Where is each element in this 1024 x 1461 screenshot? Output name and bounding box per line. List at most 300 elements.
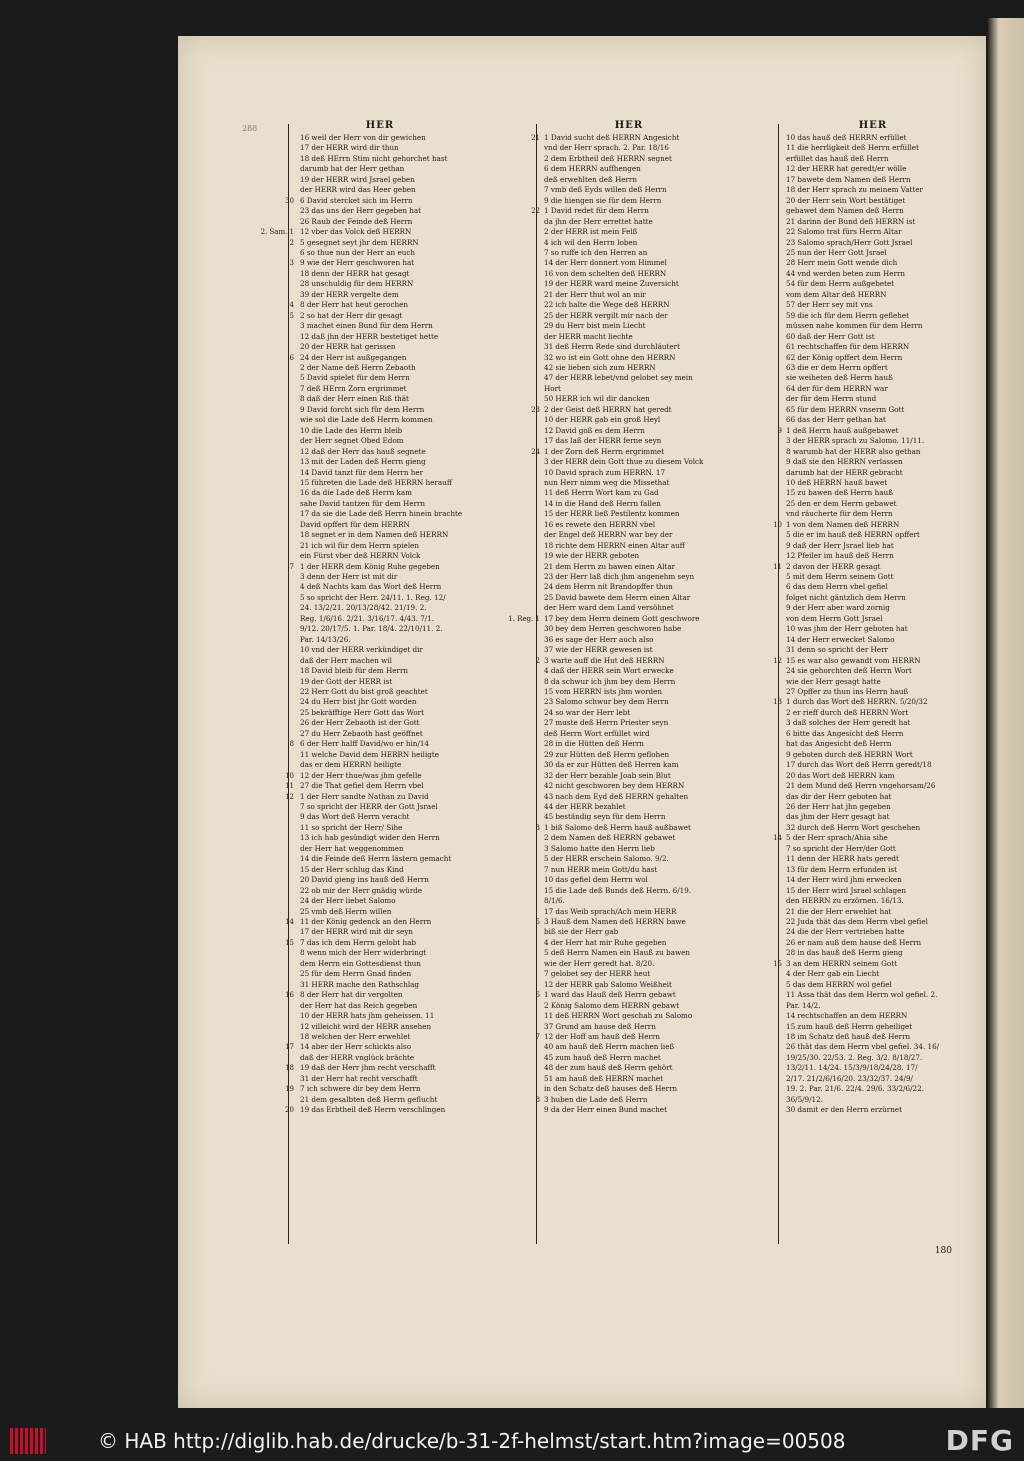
entry-text: 1 David redet für dem Herrn <box>544 206 649 216</box>
chapter-marker: 15 <box>773 959 782 968</box>
index-entry <box>768 917 978 927</box>
entry-text: 5 gesegnet seyt jhr dem HERRN <box>300 237 419 247</box>
entry-text: 11 Assa thät das dem Herrn wol gefiel. 2. <box>786 990 938 1000</box>
index-entry <box>270 739 490 749</box>
index-entry <box>768 321 978 331</box>
entry-text: 24 so war der Herr lebt <box>544 707 631 717</box>
index-entry <box>270 666 490 676</box>
entry-text: Reg. 1/6/16. 2/21. 3/16/17. 4/43. 7/1. <box>300 613 435 623</box>
index-entry <box>524 635 734 645</box>
index-entry <box>270 1022 490 1032</box>
index-entry <box>768 907 978 917</box>
entry-text: 17 durch das Wort deß Herrn geredt/18 <box>786 760 932 770</box>
entry-text: der Herr hat weggenommen <box>300 843 404 853</box>
entry-text: 7 gelobet sey der HERR heut <box>544 969 651 979</box>
index-entry <box>768 771 978 781</box>
index-entry <box>768 164 978 174</box>
entry-text: 61 rechtschaffen für dem HERRN <box>786 342 910 352</box>
index-entry <box>270 478 490 488</box>
index-entry <box>524 802 734 812</box>
entry-text: 1 der HERR dem König Ruhe gegeben <box>300 561 440 571</box>
index-entry <box>768 373 978 383</box>
entry-text: da jhn der Herr errettet hatte <box>544 216 653 226</box>
index-entry <box>768 582 978 592</box>
index-entry <box>270 990 490 1000</box>
entry-text: daß der HERR vnglück brächte <box>300 1052 415 1062</box>
entry-text: 8 daß der Herr einen Riß thät <box>300 394 409 404</box>
entry-text: 28 in die Hütten deß Herrn <box>544 739 644 749</box>
entry-text: 7 ich schwere dir bey dem Herrn <box>300 1084 421 1094</box>
index-entry <box>768 603 978 613</box>
index-entry <box>270 520 490 530</box>
index-entry <box>768 959 978 969</box>
index-entry <box>524 1095 734 1105</box>
entry-text: müssen nahe kommen für dem Herrn <box>786 321 923 331</box>
index-entry <box>524 844 734 854</box>
entry-text: 18 David bleib für dem Herrn <box>300 666 409 676</box>
index-entry <box>270 248 490 258</box>
index-entry <box>270 509 490 519</box>
index-entry <box>768 541 978 551</box>
index-entry <box>524 697 734 707</box>
entry-text: 2 dem Namen deß HERRN gebawet <box>544 833 676 843</box>
book-page <box>178 36 986 1408</box>
entry-text: 15 die Lade deß Bunds deß Herrn. 6/19. <box>544 885 692 895</box>
entry-text: 24 du Herr bist jhr Gott worden <box>300 697 417 707</box>
index-entry <box>768 656 978 666</box>
index-entry <box>768 844 978 854</box>
index-entry <box>524 384 734 394</box>
index-entry <box>270 447 490 457</box>
entry-text: 51 am hauß deß HERRN machet <box>544 1073 664 1083</box>
index-entry <box>524 488 734 498</box>
index-entry <box>270 530 490 540</box>
index-entry <box>524 468 734 478</box>
entry-text: 54 für dem Herrn außgebetet <box>786 279 895 289</box>
entry-text: 60 daß der Herr Gott ist <box>786 331 875 341</box>
index-entry <box>768 405 978 415</box>
entry-text: 9 daß sie den HERRN verlassen <box>786 457 903 467</box>
index-entry <box>270 593 490 603</box>
entry-text: 44 der HERR bezahlet <box>544 802 626 811</box>
entry-text: 10 die Lade des Herrn bleib <box>300 425 403 435</box>
entry-text: daß der Herr machen wil <box>300 655 392 665</box>
index-column-2 <box>508 120 734 1280</box>
entry-text: 18 der Herr sprach zu meinem Vatter <box>786 185 923 195</box>
chapter-marker: 24 <box>531 447 540 456</box>
entry-text: Hort <box>544 383 561 393</box>
entry-text: 11 so spricht der Herr/ Sihe <box>300 822 403 832</box>
index-entry <box>270 572 490 582</box>
index-entry <box>524 206 734 216</box>
index-entry <box>270 164 490 174</box>
entry-text: 9 die hiengen sie für dem Herrn <box>544 195 662 205</box>
index-entry <box>524 332 734 342</box>
index-entry <box>270 1063 490 1073</box>
entry-text: 5 so spricht der Herr. 24/11. 1. Reg. 12/ <box>300 592 446 602</box>
chapter-marker: 20 <box>285 1106 294 1115</box>
index-entry <box>524 980 734 990</box>
index-entry <box>768 562 978 572</box>
entry-text: vnd räucherte für dem Herrn <box>786 509 893 519</box>
entry-text: 66 das der Herr gethan hat <box>786 415 886 425</box>
entry-text: folget nicht gäntzlich dem Herrn <box>786 592 906 602</box>
entry-text: der HERR macht liechte <box>544 331 633 341</box>
index-entry <box>524 1001 734 1011</box>
index-entry <box>768 436 978 446</box>
index-entry <box>524 792 734 802</box>
chapter-marker: 3 <box>535 823 540 832</box>
index-entry <box>768 353 978 363</box>
entry-text: 12 der Herr thue/was jhm gefelle <box>300 770 422 780</box>
index-entry <box>768 1084 978 1094</box>
entry-text: 9 das Wort deß Herrn veracht <box>300 812 410 822</box>
index-entry <box>270 206 490 216</box>
entry-text: 9/12. 20/17/5. 1. Par. 18/4. 22/10/11. 2. <box>300 624 443 634</box>
entry-text: 8 der Herr hat dir vergolten <box>300 990 403 1000</box>
entry-text: Par. 14/13/26. <box>300 634 351 644</box>
entry-text: 1 ward das Hauß deß Herrn gebawt <box>544 990 676 1000</box>
index-entry <box>270 886 490 896</box>
index-entry <box>270 833 490 843</box>
index-entry <box>270 1032 490 1042</box>
index-entry <box>524 238 734 248</box>
chapter-marker: 19 <box>285 1085 294 1094</box>
index-entry <box>270 562 490 572</box>
index-entry <box>524 718 734 728</box>
entry-text: 2 dem Erbtheil deß HERRN segnet <box>544 153 672 163</box>
entry-text: 25 den er dem Herrn gebawet <box>786 498 897 508</box>
index-entry <box>768 279 978 289</box>
entry-text: 23 Salomo sprach/Herr Gott Jsrael <box>786 237 913 247</box>
index-entry <box>524 405 734 415</box>
entry-text: 32 der Herr bezahle Joab sein Blut <box>544 770 671 780</box>
entry-text: wie der Herr gesagt hatte <box>786 676 881 686</box>
entry-text: 2 der Geist deß HERRN hat geredt <box>544 404 672 414</box>
index-entry <box>768 1032 978 1042</box>
entry-text: nun Herr nimm weg die Missethat <box>544 477 670 487</box>
entry-text: 17 der HERR wird mit dir seyn <box>300 927 413 937</box>
entry-text: 5 der Herr sprach/Ahia sihe <box>786 833 888 843</box>
index-entry <box>524 311 734 321</box>
index-entry <box>768 1095 978 1105</box>
index-entry <box>768 1105 978 1115</box>
index-entry <box>524 593 734 603</box>
index-entry <box>270 258 490 268</box>
index-entry <box>524 781 734 791</box>
entry-text: 65 für dem HERRN vnserm Gott <box>786 404 905 414</box>
index-entry <box>768 708 978 718</box>
entry-text: 24 der Herr ist außgegangen <box>300 352 407 362</box>
entry-text: 17 das laß der HERR ferne seyn <box>544 436 662 446</box>
index-entry <box>270 927 490 937</box>
index-entry <box>270 875 490 885</box>
entry-text: 11 denn der HERR hats geredt <box>786 854 899 864</box>
entry-text: biß sie der Herr gab <box>544 927 619 937</box>
entry-text: 10 der HERR hats jhm geheissen. 11 <box>300 1011 435 1021</box>
chapter-marker: 7 <box>535 1032 540 1041</box>
index-entry <box>768 593 978 603</box>
entry-text: 3 denn der Herr ist mit dir <box>300 572 398 582</box>
entry-text: 31 denn so spricht der Herr <box>786 645 888 655</box>
entry-text: 7 vmb deß Eyds willen deß Herrn <box>544 185 667 195</box>
entry-text: 16 es rewete den HERRN vbel <box>544 519 656 529</box>
entry-text: 7 so spricht der HERR der Gott Jsrael <box>300 802 438 811</box>
index-entry <box>768 833 978 843</box>
entry-text: 3 warte auff die Hut deß HERRN <box>544 655 665 665</box>
index-entry <box>768 781 978 791</box>
index-entry <box>270 196 490 206</box>
entry-text: in den Schatz deß hauses deß Herrn <box>544 1084 678 1094</box>
page-number-bottom: 180 <box>934 1246 952 1256</box>
entry-text: 24 der Herr liebet Salomo <box>300 896 396 906</box>
index-entry <box>768 645 978 655</box>
entry-text: 50 HERR ich wil dir dancken <box>544 394 650 404</box>
index-entry <box>270 1001 490 1011</box>
entry-text: 10 was jhm der Herr geboten hat <box>786 624 908 634</box>
entry-text: 2 davon der HERR gesagt <box>786 561 881 571</box>
entry-text: 17 der HERR wird dir thun <box>300 143 399 153</box>
chapter-marker: 11 <box>285 782 294 791</box>
entry-text: 29 du Herr bist mein Liecht <box>544 321 646 331</box>
index-entry <box>524 478 734 488</box>
index-entry <box>524 269 734 279</box>
entry-text: 22 Salomo trat fürs Herrn Altar <box>786 227 902 237</box>
index-entry <box>524 886 734 896</box>
index-entry <box>270 708 490 718</box>
index-entry <box>270 948 490 958</box>
entry-text: 30 bey dem Herren geschworen habe <box>544 624 682 634</box>
copyright-url[interactable]: © HAB http://diglib.hab.de/drucke/b-31-2f-helmst/start.htm?image=00508 <box>98 1429 846 1453</box>
chapter-marker: 13 <box>773 698 782 707</box>
entry-text: 31 der Herr hat recht verschafft <box>300 1073 418 1083</box>
entry-text: 44 vnd werden beten zum Herrn <box>786 268 906 278</box>
index-entry <box>768 478 978 488</box>
index-entry <box>524 948 734 958</box>
entry-text: 2 König Salomo dem HERRN gebawt <box>544 1000 680 1010</box>
entry-text: 21 dem Herrn zu bawen einen Altar <box>544 561 676 571</box>
entry-text: 31 deß Herrn Rede sind durchläutert <box>544 342 680 352</box>
entry-text: 30 damit er den Herrn erzürnet <box>786 1105 902 1115</box>
entry-text: 37 Grund am hause deß Herrn <box>544 1021 656 1031</box>
index-entry <box>768 1074 978 1084</box>
entry-text: 1 David sucht deß HERRN Angesicht <box>544 133 680 142</box>
index-entry <box>768 332 978 342</box>
entry-text: 12 daß jhn der HERR bestetiget hette <box>300 331 439 341</box>
chapter-marker: 10 <box>285 771 294 780</box>
index-entry <box>768 447 978 457</box>
index-entry <box>768 415 978 425</box>
entry-text: 10 vnd der HERR verkündiget dir <box>300 645 423 655</box>
entry-text: Par. 14/2. <box>786 1000 821 1010</box>
entry-text: 7 deß HErrn Zorn ergrimmet <box>300 383 407 393</box>
chapter-marker: 12 <box>285 792 294 801</box>
entry-text: 11 der König gedenck an den Herrn <box>300 916 432 926</box>
index-entry <box>524 708 734 718</box>
index-entry <box>524 969 734 979</box>
entry-text: 17 da sie die Lade deß Herrn hinein brachte <box>300 509 463 519</box>
entry-text: 3 der HERR sprach zu Salomo. 11/11. <box>786 436 925 446</box>
entry-text: 9 daß der Herr Jsrael lieb hat <box>786 540 894 550</box>
index-entry <box>270 394 490 404</box>
index-entry <box>270 541 490 551</box>
entry-text: 15 zu bawen deß Herrn hauß <box>786 488 893 498</box>
index-entry <box>768 394 978 404</box>
entry-text: 12 der HERR hat geredt/er wölle <box>786 164 907 174</box>
entry-text: 14 der Herr donnert vom Himmel <box>544 258 667 268</box>
entry-text: 13 für dem Herrn erfunden ist <box>786 864 897 874</box>
index-entry <box>768 635 978 645</box>
index-entry <box>768 760 978 770</box>
entry-text: 20 der HERR hat gerissen <box>300 342 396 352</box>
chapter-marker: 23 <box>531 405 540 414</box>
index-entry <box>524 1011 734 1021</box>
entry-text: 15 vom HERRN ists jhm worden <box>544 687 663 697</box>
index-entry <box>524 457 734 467</box>
index-entry <box>524 1032 734 1042</box>
index-entry <box>524 562 734 572</box>
page-number-top: 288 <box>242 124 258 133</box>
column-heading: HER <box>614 120 644 131</box>
index-entry <box>768 666 978 676</box>
entry-text: David opffert für dem HERRN <box>300 519 410 529</box>
entry-text: 2 so hat der Herr dir gesagt <box>300 310 403 320</box>
chapter-marker: 17 <box>285 1043 294 1052</box>
index-entry <box>270 175 490 185</box>
entry-text: 13 ich hab gesündigt wider den Herrn <box>300 833 440 843</box>
entry-text: 3 Salomo hatte den Herrn lieb <box>544 843 655 853</box>
index-entry <box>524 248 734 258</box>
index-entry <box>524 1053 734 1063</box>
entry-text: 13/2/11. 14/24. 15/3/9/18/24/28. 17/ <box>786 1063 918 1073</box>
entry-text: 11 welche David dem HERRN heiligte <box>300 749 440 759</box>
index-entry <box>524 760 734 770</box>
entry-text: 23 Salomo schwur bey dem Herrn <box>544 697 669 707</box>
index-entry <box>524 896 734 906</box>
index-entry <box>260 227 490 237</box>
entry-text: 20 das Wort deß HERRN kam <box>786 770 895 780</box>
index-entry <box>768 258 978 268</box>
index-entry <box>524 603 734 613</box>
entry-text: der Engel deß HERRN war bey der <box>544 530 673 540</box>
index-entry <box>270 373 490 383</box>
index-entry <box>768 980 978 990</box>
entry-text: 10 der HERR gab ein groß Heyl <box>544 415 661 425</box>
entry-text: 2 der HERR ist mein Felß <box>544 227 638 237</box>
entry-text: 18 segnet er in dem Namen deß HERRN <box>300 530 449 540</box>
entry-text: deß erwehlten deß Herrn <box>544 174 637 184</box>
index-entry <box>270 405 490 415</box>
index-entry <box>768 133 978 143</box>
entry-text: ein Fürst vber deß HERRN Volck <box>300 551 421 561</box>
entry-text: 5 der HERR erschein Salomo. 9/2. <box>544 854 669 864</box>
index-entry <box>270 143 490 153</box>
index-entry <box>270 1053 490 1063</box>
entry-text: 64 der für dem HERRN war <box>786 383 888 393</box>
entry-text: 21 der Herr thut wol an mir <box>544 289 646 299</box>
entry-text: der HERR wird das Heer geben <box>300 185 416 195</box>
index-entry <box>270 865 490 875</box>
entry-text: 42 sie lieben sich zum HERRN <box>544 362 656 372</box>
index-entry <box>524 729 734 739</box>
index-entry <box>524 624 734 634</box>
index-entry <box>524 812 734 822</box>
entry-text: 4 daß der HERR sein Wort erwecke <box>544 666 674 676</box>
entry-text: 59 die ich für dem Herrn geflehet <box>786 310 910 320</box>
chapter-marker: 5 <box>535 917 540 926</box>
entry-text: 18 deß HErrn Stim nicht gehorchet hast <box>300 153 448 163</box>
entry-text: 26 der Herr Zebaoth ist der Gott <box>300 718 420 728</box>
index-entry <box>768 457 978 467</box>
index-entry <box>768 677 978 687</box>
index-entry <box>524 258 734 268</box>
index-entry <box>524 750 734 760</box>
entry-text: 6 so thue nun der Herr an euch <box>300 247 416 257</box>
index-entry <box>768 1001 978 1011</box>
chapter-marker: 6 <box>535 991 540 1000</box>
entry-text: 21 dem gesalbten deß Herrn geflucht <box>300 1094 438 1104</box>
chapter-marker: 30 <box>285 196 294 205</box>
index-entry <box>524 509 734 519</box>
index-column-1 <box>260 120 490 1280</box>
entry-text: 40 am hauß deß Herrn machen ließ <box>544 1042 675 1052</box>
entry-text: 26 Raub der Feinde deß Herrn <box>300 216 413 226</box>
index-entry <box>270 1011 490 1021</box>
index-entry <box>524 1042 734 1052</box>
entry-list <box>508 133 734 1116</box>
index-entry <box>768 1011 978 1021</box>
index-entry <box>270 269 490 279</box>
index-entry <box>524 353 734 363</box>
entry-text: 14 der Herr wird jhm erwecken <box>786 875 902 885</box>
entry-text: der Herr hat das Reich gegeben <box>300 1000 418 1010</box>
index-entry <box>270 217 490 227</box>
index-entry <box>524 499 734 509</box>
chapter-marker: 2 <box>289 238 294 247</box>
index-entry <box>524 771 734 781</box>
chapter-marker: 4 <box>289 301 294 310</box>
index-entry <box>768 792 978 802</box>
index-entry <box>768 896 978 906</box>
chapter-marker: 8 <box>535 1095 540 1104</box>
index-entry <box>768 269 978 279</box>
index-entry <box>270 311 490 321</box>
entry-text: 45 zum hauß deß Herrn machet <box>544 1052 661 1062</box>
entry-text: 25 bekräfftige Herr Gott das Wort <box>300 707 425 717</box>
index-entry <box>524 164 734 174</box>
entry-text: 4 der Herr gab ein Liecht <box>786 969 880 979</box>
index-entry <box>270 279 490 289</box>
entry-text: 32 wo ist ein Gott ohne den HERRN <box>544 352 676 362</box>
entry-text: 25 der HERR vergilt mir nach der <box>544 310 668 320</box>
entry-text: 12 vber das Volck deß HERRN <box>300 227 412 237</box>
entry-text: 12 der Hoff am hauß deß Herrn <box>544 1031 660 1041</box>
chapter-marker: 14 <box>285 917 294 926</box>
entry-text: 26 er nam auß dem hause deß Herrn <box>786 937 922 947</box>
index-entry <box>768 426 978 436</box>
entry-text: 19. 2. Par. 21/6. 22/4. 29/6. 33/2/6/22. <box>786 1084 924 1094</box>
index-entry <box>524 541 734 551</box>
index-entry <box>524 520 734 530</box>
entry-text: 24 sie gehorchten deß Herrn Wort <box>786 666 912 676</box>
entry-text: deß Herrn Wort erfüllet wird <box>544 728 650 738</box>
index-entry <box>768 802 978 812</box>
entry-text: 12 David goß es dem Herrn <box>544 425 645 435</box>
entry-text: 25 David bawete dem Herrn einen Altar <box>544 592 691 602</box>
index-entry <box>524 227 734 237</box>
index-entry <box>270 677 490 687</box>
entry-text: vnd der Herr sprach. 2. Par. 18/16 <box>544 143 669 153</box>
